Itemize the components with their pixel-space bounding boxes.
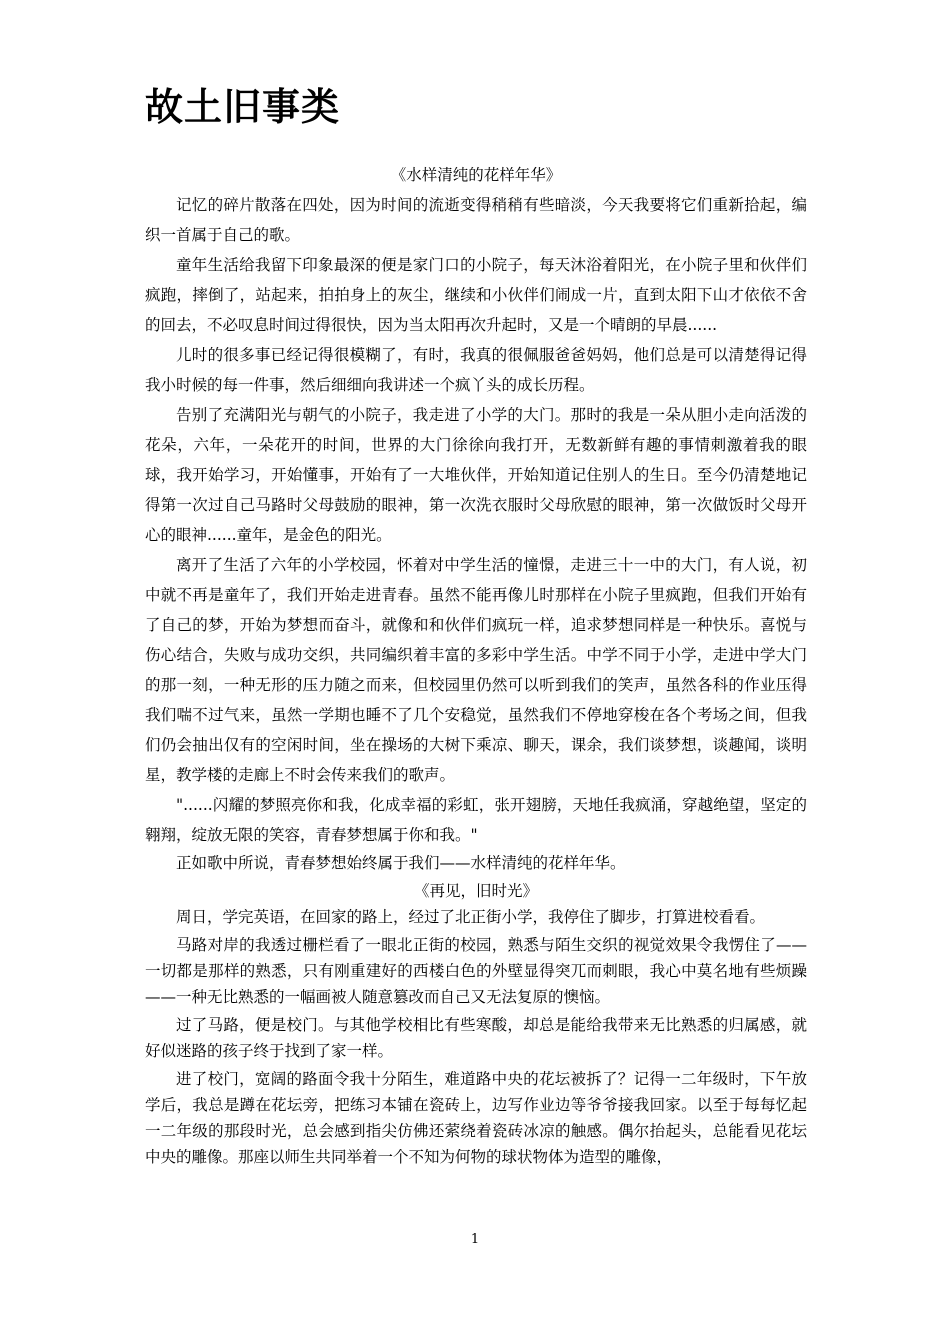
paragraph: 儿时的很多事已经记得很模糊了，有时，我真的很佩服爸爸妈妈，他们总是可以清楚得记得我小时候的每一件事，然后细细向我讲述一个疯丫头的成长历程。 (145, 346, 807, 394)
paragraph: 记忆的碎片散落在四处，因为时间的流逝变得稍稍有些暗淡，今天我要将它们重新拾起，编织一首属于自己的歌。 (145, 196, 807, 244)
paragraph: 过了马路，便是校门。与其他学校相比有些寒酸，却总是能给我带来无比熟悉的归属感，就好似迷路的孩子终于找到了家一样。 (145, 1016, 807, 1060)
section-title-2: 《再见，旧时光》 (413, 882, 538, 900)
paragraph: 进了校门，宽阔的路面令我十分陌生，难道路中央的花坛被拆了？记得一二年级时，下午放学后，我总是蹲在花坛旁，把练习本铺在瓷砖上，边写作业边等爷爷接我回家。以至于每每忆起一二年级的那段时光，总会感到指尖仿佛还萦绕着瓷砖冰凉的触感。偶尔抬起头，总能看见花坛中央的雕像。那座以师生共同举着一个不知为何物的球状物体为造型的雕像， (145, 1070, 807, 1166)
paragraph: 马路对岸的我透过栅栏看了一眼北正街的校园，熟悉与陌生交织的视觉效果令我愣住了——一切都是那样的熟悉，只有刚重建好的西楼白色的外壁显得突兀而刺眼，我心中莫名地有些烦躁——一种无比熟悉的一幅画被人随意篡改而自己又无法复原的懊恼。 (145, 936, 807, 1006)
paragraph: 告别了充满阳光与朝气的小院子，我走进了小学的大门。那时的我是一朵从胆小走向活泼的花朵，六年，一朵花开的时间，世界的大门徐徐向我打开，无数新鲜有趣的事情刺激着我的眼球，我开始学习，开始懂事，开始有了一大堆伙伴，开始知道记住别人的生日。至今仍清楚地记得第一次过自己马路时父母鼓励的眼神，第一次洗衣服时父母欣慰的眼神，第一次做饭时父母开心的眼神......童年，是金色的阳光。 (145, 406, 807, 544)
document-title: 故土旧事类 (145, 85, 341, 129)
paragraph: 童年生活给我留下印象最深的便是家门口的小院子，每天沐浴着阳光，在小院子里和伙伴们疯跑，摔倒了，站起来，拍拍身上的灰尘，继续和小伙伴们闹成一片，直到太阳下山才依依不舍的回去，不必叹息时间过得很快，因为当太阳再次升起时，又是一个晴朗的早晨...... (145, 256, 807, 334)
paragraph: 离开了生活了六年的小学校园，怀着对中学生活的憧憬，走进三十一中的大门，有人说，初中就不再是童年了，我们开始走进青春。虽然不能再像儿时那样在小院子里疯跑，但我们开始有了自己的梦，开始为梦想而奋斗，就像和和伙伴们疯玩一样，追求梦想同样是一种快乐。喜悦与伤心结合，失败与成功交织，共同编织着丰富的多彩中学生活。中学不同于小学，走进中学大门的那一刻，一种无形的压力随之而来，但校园里仍然可以听到我们的笑声，虽然各科的作业压得我们喘不过气来，虽然一学期也睡不了几个安稳觉，虽然我们不停地穿梭在各个考场之间，但我们仍会抽出仅有的空闲时间，坐在操场的大树下乘凉、聊天，课余，我们谈梦想，谈趣闻，谈明星，教学楼的走廊上不时会传来我们的歌声。 (145, 556, 807, 784)
document-body (145, 160, 807, 1172)
song-quote-paragraph: "......闪耀的梦照亮你和我，化成幸福的彩虹，张开翅膀，天地任我疯涌，穿越绝望，坚定的翱翔，绽放无限的笑容，青春梦想属于你和我。" (145, 796, 807, 844)
section-title-1: 《水样清纯的花样年华》 (390, 166, 562, 184)
page-number: 1 (470, 1232, 480, 1247)
paragraph: 周日，学完英语，在回家的路上，经过了北正街小学，我停住了脚步，打算进校看看。 (176, 908, 766, 926)
paragraph: 正如歌中所说，青春梦想始终属于我们——水样清纯的花样年华。 (176, 854, 626, 872)
